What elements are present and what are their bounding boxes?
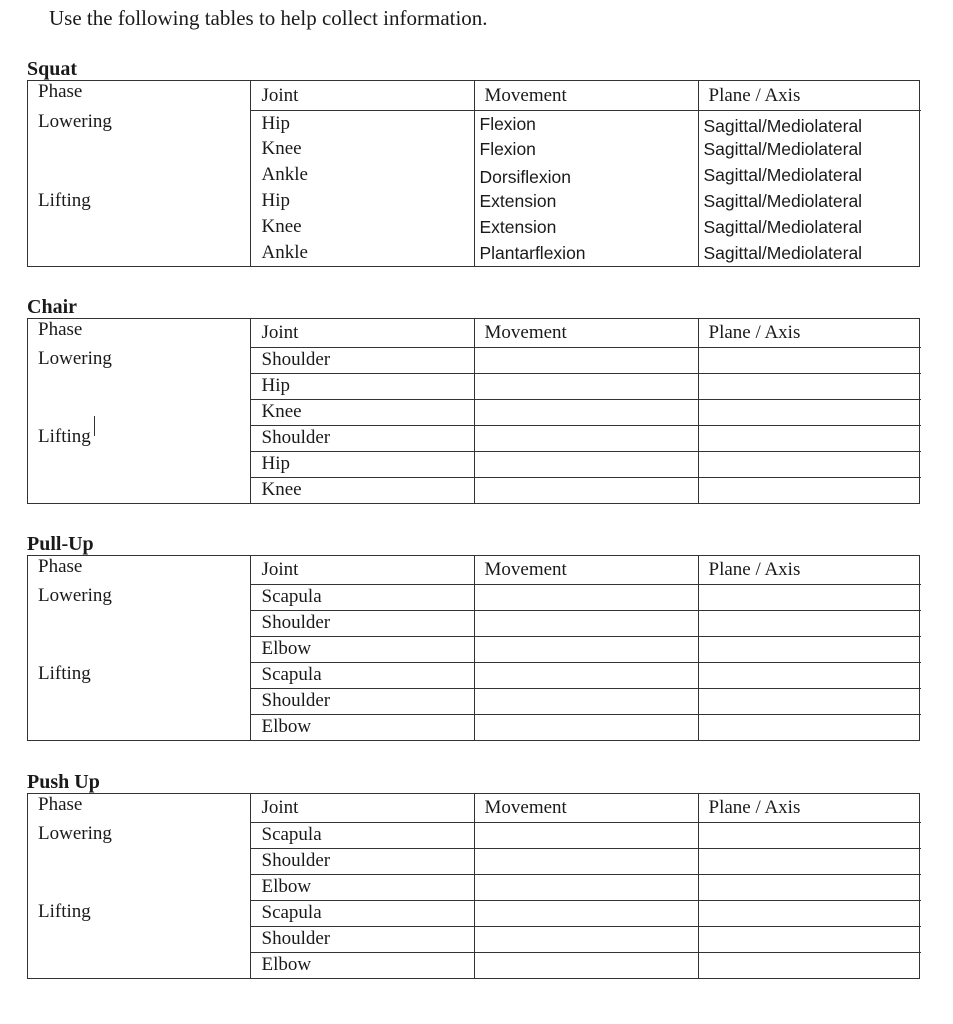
movement-cell[interactable]	[474, 399, 698, 425]
plane-cell[interactable]	[698, 610, 921, 636]
header-movement: Movement	[474, 794, 698, 822]
movement-cell[interactable]: Plantarflexion	[474, 240, 698, 266]
pushup-section	[27, 771, 920, 979]
section-title: Squat	[27, 58, 78, 80]
plane-cell[interactable]	[698, 347, 921, 373]
chair-table	[27, 318, 920, 504]
movement-cell[interactable]	[474, 477, 698, 503]
joint-cell: Hip	[250, 110, 474, 136]
movement-cell[interactable]	[474, 714, 698, 740]
header-movement: Movement	[474, 81, 698, 110]
plane-cell[interactable]	[698, 477, 921, 503]
joint-cell: Shoulder	[250, 848, 474, 874]
header-movement: Movement	[474, 556, 698, 584]
movement-cell[interactable]	[474, 610, 698, 636]
header-plane: Plane / Axis	[698, 319, 921, 347]
plane-cell[interactable]: Sagittal/Mediolateral	[703, 115, 863, 136]
header-plane: Plane / Axis	[698, 794, 921, 822]
header-phase: Phase	[28, 81, 250, 110]
movement-cell[interactable]: Flexion	[474, 136, 698, 162]
section-title: Chair	[27, 296, 77, 318]
joint-cell: Elbow	[250, 714, 474, 740]
phase-lowering: Lowering	[28, 347, 250, 425]
movement-cell[interactable]: Flexion	[474, 110, 698, 136]
movement-cell[interactable]: Extension	[474, 188, 698, 214]
phase-lowering: Lowering	[28, 822, 250, 900]
movement-cell[interactable]	[474, 636, 698, 662]
plane-cell[interactable]	[698, 373, 921, 399]
plane-cell[interactable]	[698, 822, 921, 848]
joint-cell: Shoulder	[250, 425, 474, 451]
joint-cell: Knee	[250, 136, 474, 162]
movement-cell[interactable]	[474, 584, 698, 610]
phase-lifting: Lifting	[28, 662, 250, 740]
joint-cell: Shoulder	[250, 688, 474, 714]
phase-lowering: Lowering	[28, 584, 250, 662]
plane-cell[interactable]: Sagittal/Mediolateral	[703, 243, 863, 263]
movement-cell[interactable]	[474, 926, 698, 952]
movement-cell[interactable]: Extension	[474, 214, 698, 240]
pullup-section	[27, 533, 920, 741]
header-joint: Joint	[250, 319, 474, 347]
movement-cell[interactable]	[474, 425, 698, 451]
movement-cell[interactable]	[474, 952, 698, 978]
plane-cell[interactable]	[698, 900, 921, 926]
joint-cell: Shoulder	[250, 926, 474, 952]
header-joint: Joint	[250, 81, 474, 110]
joint-cell: Scapula	[250, 662, 474, 688]
joint-cell: Ankle	[250, 162, 474, 188]
squat-section	[27, 58, 920, 267]
plane-cell[interactable]	[698, 399, 921, 425]
header-phase: Phase	[28, 794, 250, 822]
plane-cell[interactable]	[698, 848, 921, 874]
plane-cell[interactable]	[698, 636, 921, 662]
plane-cell[interactable]	[698, 425, 921, 451]
joint-cell: Knee	[250, 477, 474, 503]
intro-text: Use the following tables to help collect information.	[49, 6, 488, 30]
movement-cell[interactable]	[474, 373, 698, 399]
joint-cell: Elbow	[250, 636, 474, 662]
section-title: Push Up	[27, 771, 100, 793]
plane-cell[interactable]	[698, 926, 921, 952]
movement-cell[interactable]	[474, 900, 698, 926]
plane-cell[interactable]	[698, 584, 921, 610]
phase-lifting: Lifting	[28, 425, 250, 503]
plane-cell[interactable]	[698, 952, 921, 978]
plane-cell[interactable]	[698, 688, 921, 714]
text-cursor	[94, 416, 95, 436]
header-joint: Joint	[250, 794, 474, 822]
plane-cell[interactable]	[698, 662, 921, 688]
plane-cell[interactable]: Sagittal/Mediolateral	[703, 217, 863, 237]
header-joint: Joint	[250, 556, 474, 584]
joint-cell: Scapula	[250, 822, 474, 848]
plane-cell[interactable]	[698, 874, 921, 900]
joint-cell: Shoulder	[250, 610, 474, 636]
joint-cell: Elbow	[250, 952, 474, 978]
plane-cell[interactable]: Sagittal/Mediolateral	[703, 165, 863, 185]
header-phase: Phase	[28, 556, 250, 584]
plane-cell[interactable]	[698, 451, 921, 477]
movement-cell[interactable]	[474, 347, 698, 373]
plane-cell[interactable]: Sagittal/Mediolateral	[703, 191, 863, 211]
joint-cell: Ankle	[250, 240, 474, 266]
header-plane: Plane / Axis	[698, 81, 921, 110]
section-title: Pull-Up	[27, 533, 94, 555]
chair-section	[27, 296, 920, 504]
joint-cell: Scapula	[250, 900, 474, 926]
movement-cell[interactable]	[474, 848, 698, 874]
movement-cell[interactable]: Dorsiflexion	[474, 162, 698, 188]
joint-cell: Scapula	[250, 584, 474, 610]
movement-cell[interactable]	[474, 662, 698, 688]
joint-cell: Knee	[250, 399, 474, 425]
movement-cell[interactable]	[474, 451, 698, 477]
phase-lowering: Lowering	[28, 110, 250, 188]
phase-lifting: Lifting	[28, 188, 250, 266]
joint-cell: Elbow	[250, 874, 474, 900]
movement-cell[interactable]	[474, 688, 698, 714]
joint-cell: Shoulder	[250, 347, 474, 373]
movement-cell[interactable]	[474, 822, 698, 848]
header-movement: Movement	[474, 319, 698, 347]
joint-cell: Knee	[250, 214, 474, 240]
plane-cell[interactable]: Sagittal/Mediolateral	[703, 139, 863, 159]
phase-lifting: Lifting	[28, 900, 250, 978]
header-phase: Phase	[28, 319, 250, 347]
joint-cell: Hip	[250, 373, 474, 399]
joint-cell: Hip	[250, 188, 474, 214]
header-plane: Plane / Axis	[698, 556, 921, 584]
joint-cell: Hip	[250, 451, 474, 477]
pullup-table	[27, 555, 920, 741]
plane-cell[interactable]	[698, 714, 921, 740]
pushup-table	[27, 793, 920, 979]
squat-table	[27, 80, 920, 267]
movement-cell[interactable]	[474, 874, 698, 900]
